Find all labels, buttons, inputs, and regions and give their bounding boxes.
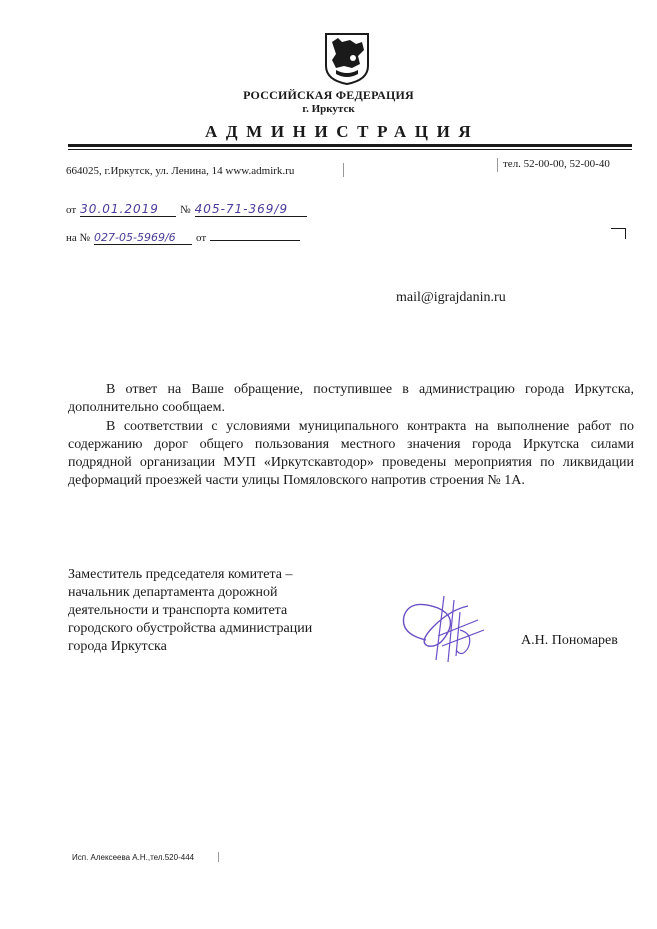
organization-title: АДМИНИСТРАЦИЯ xyxy=(205,122,480,141)
executor-note: Исп. Алексеева А.Н.,тел.520-444 xyxy=(72,853,195,862)
city-title: г. Иркутск xyxy=(302,103,355,115)
phone-line: тел. 52-00-00, 52-00-40 xyxy=(503,158,610,170)
reply-date-blank xyxy=(210,228,300,241)
registration-reply-row xyxy=(66,228,300,246)
header-rule-thin xyxy=(68,149,632,150)
signatory-name: А.Н. Пономарев xyxy=(521,633,618,648)
position-line: деятельности и транспорта комитета xyxy=(68,603,288,618)
redacted-salutation xyxy=(205,340,481,372)
recipient-email: mail@igrajdanin.ru xyxy=(396,290,506,305)
reply-label: на № xyxy=(66,232,91,244)
registration-from-row xyxy=(66,200,307,218)
header-rule-thick xyxy=(68,144,632,147)
reply-from-label: от xyxy=(196,232,207,244)
handwritten-signature xyxy=(398,590,490,670)
address-corner-mark xyxy=(611,228,626,239)
number-label: № xyxy=(180,204,191,216)
position-line: Заместитель председателя комитета – xyxy=(68,567,293,582)
address-separator xyxy=(343,163,344,177)
position-line: города Иркутска xyxy=(68,639,167,654)
redacted-recipient xyxy=(372,222,600,288)
reply-number: 027-05-5969/6 xyxy=(94,231,192,245)
outgoing-number: 405-71-369/9 xyxy=(195,202,307,217)
address-line: 664025, г.Иркутск, ул. Ленина, 14 www.admirk.ru xyxy=(66,165,295,177)
position-line: начальник департамента дорожной xyxy=(68,585,278,600)
letter-paragraph-2: В соответствии с условиями муниципального контракта на выполнение работ по содержанию дорог общего пользования местного значения города Иркутска силами подрядной организации МУП «Иркутскавтодор» проведены мероприятия по ликвидации деформаций проезжей части улицы Помяловского напротив строения № 1А. xyxy=(68,419,634,488)
outgoing-date: 30.01.2019 xyxy=(80,202,176,217)
coat-of-arms-emblem xyxy=(322,30,372,86)
country-title: РОССИЙСКАЯ ФЕДЕРАЦИЯ xyxy=(243,88,414,102)
letter-paragraph-1: В ответ на Ваше обращение, поступившее в администрацию города Иркутска, дополнительно сообщаем. xyxy=(68,382,634,415)
position-line: городского обустройства администрации xyxy=(68,621,313,636)
from-label: от xyxy=(66,204,77,216)
footer-separator xyxy=(218,852,219,862)
phone-separator xyxy=(497,158,498,172)
signatory-position xyxy=(68,566,368,656)
